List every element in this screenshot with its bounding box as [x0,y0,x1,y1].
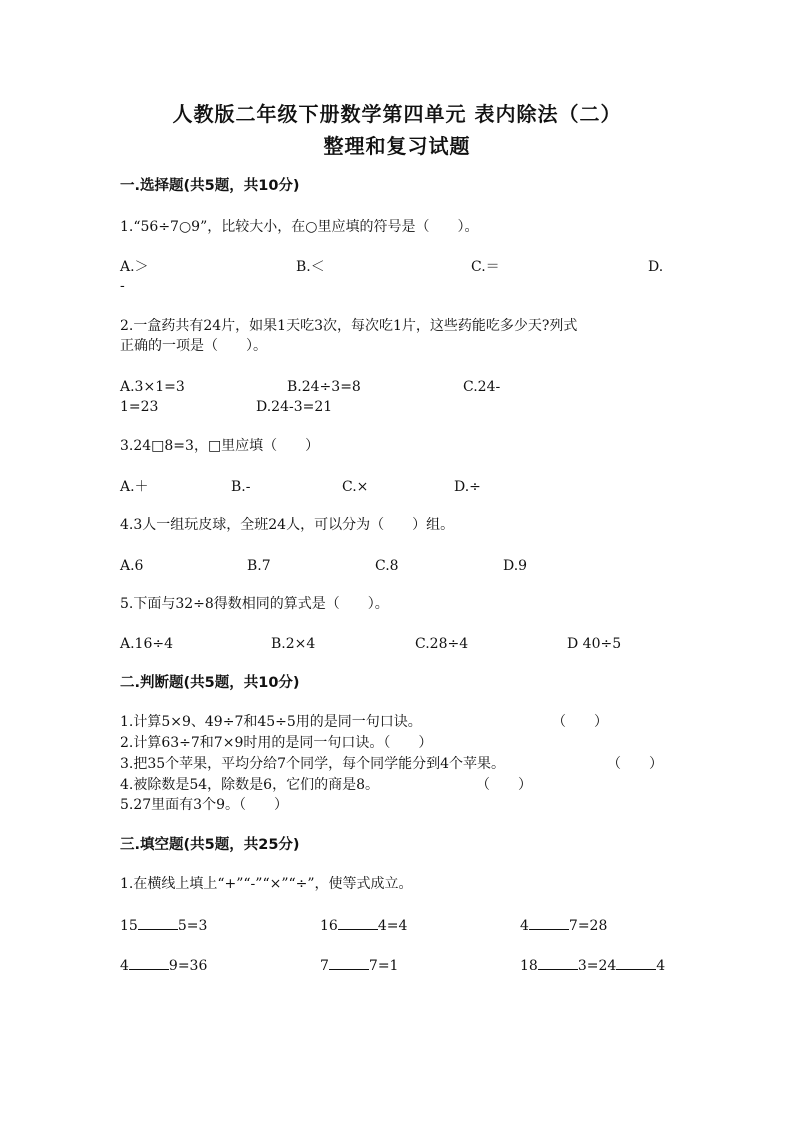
question-3: 3.24□8=3，□里应填（ ） [120,438,320,454]
option-b: B.2×4 [271,636,316,652]
option-c: C.28÷4 [415,636,469,652]
option-d-continued: - [120,278,125,294]
equation [120,955,207,976]
section-heading-choice: 一.选择题(共5题，共10分) [120,178,300,194]
option-d: D.24-3=21 [256,399,333,415]
option-b: B.7 [247,558,271,574]
equation-tail: 4 [656,958,666,974]
equation [520,955,665,976]
equation-left: 16 [320,918,338,934]
answer-blank[interactable] [538,955,578,970]
option-d: D. [648,259,664,275]
option-a: A.3×1=3 [120,379,185,395]
judgement-item-2: 2.计算63÷7和7×9时用的是同一句口诀。（ ） [120,735,433,751]
question-1: 1.“56÷7○9”，比较大小，在○里应填的符号是（ ）。 [120,219,479,235]
equation-left: 18 [520,958,538,974]
equation-right: 7=28 [568,918,608,934]
page-subtitle: 整理和复习试题 [323,134,471,158]
question-2-line-2: 正确的一项是（ ）。 [120,338,267,354]
option-a: A.16÷4 [120,636,174,652]
answer-blank[interactable] [529,915,569,930]
option-c-continued: 1=23 [120,399,159,415]
answer-blank[interactable] [616,955,656,970]
equation-right: 5=3 [177,918,208,934]
question-4: 4.3人一组玩皮球，全班24人，可以分为（ ）组。 [120,517,455,533]
answer-parentheses: （ ） [476,777,532,793]
equation [120,915,207,936]
equation-right: 7=1 [368,958,399,974]
option-b: B.24÷3=8 [287,379,361,395]
answer-parentheses: （ ） [552,714,608,730]
answer-parentheses: （ ） [607,756,663,772]
option-d: D.÷ [454,479,481,495]
answer-blank[interactable] [138,915,178,930]
equation-right: 3=24 [577,958,617,974]
equation-right: 4=4 [377,918,408,934]
answer-blank[interactable] [329,955,369,970]
equation [520,915,607,936]
judgement-item-3: 3.把35个苹果，平均分给7个同学，每个同学能分到4个苹果。 [120,756,505,772]
option-c: C.＝ [471,259,500,275]
judgement-item-5: 5.27里面有3个9。（ ） [120,797,288,813]
equation-left: 7 [320,958,329,974]
question-2-line-1: 2.一盒药共有24片，如果1天吃3次，每次吃1片，这些药能吃多少天?列式 [120,318,578,334]
equation-right: 9=36 [168,958,208,974]
option-c: C.8 [375,558,399,574]
judgement-item-1: 1.计算5×9、49÷7和45÷5用的是同一句口诀。 [120,714,422,730]
option-d: D 40÷5 [567,636,622,652]
option-b: B.＜ [296,259,325,275]
section-heading-fill-blank: 三.填空题(共5题，共25分) [120,837,300,853]
option-c: C.× [342,479,369,495]
option-a: A.＞ [120,259,149,275]
section-heading-judgement: 二.判断题(共5题，共10分) [120,675,300,691]
judgement-item-4: 4.被除数是54，除数是6，它们的商是8。 [120,777,379,793]
answer-blank[interactable] [129,955,169,970]
option-a: A.6 [120,558,144,574]
equation [320,915,407,936]
option-d: D.9 [503,558,528,574]
question-5: 5.下面与32÷8得数相同的算式是（ ）。 [120,596,389,612]
option-c: C.24- [463,379,501,395]
equation [320,955,398,976]
option-b: B.- [231,479,251,495]
equation-left: 4 [120,958,129,974]
equation-left: 15 [120,918,138,934]
answer-blank[interactable] [338,915,378,930]
equation-left: 4 [520,918,529,934]
option-a: A.＋ [120,479,149,495]
page-title: 人教版二年级下册数学第四单元 表内除法（二） [172,102,622,126]
fill-question-1: 1.在横线上填上“+”“-”“×”“÷”，使等式成立。 [120,876,413,892]
